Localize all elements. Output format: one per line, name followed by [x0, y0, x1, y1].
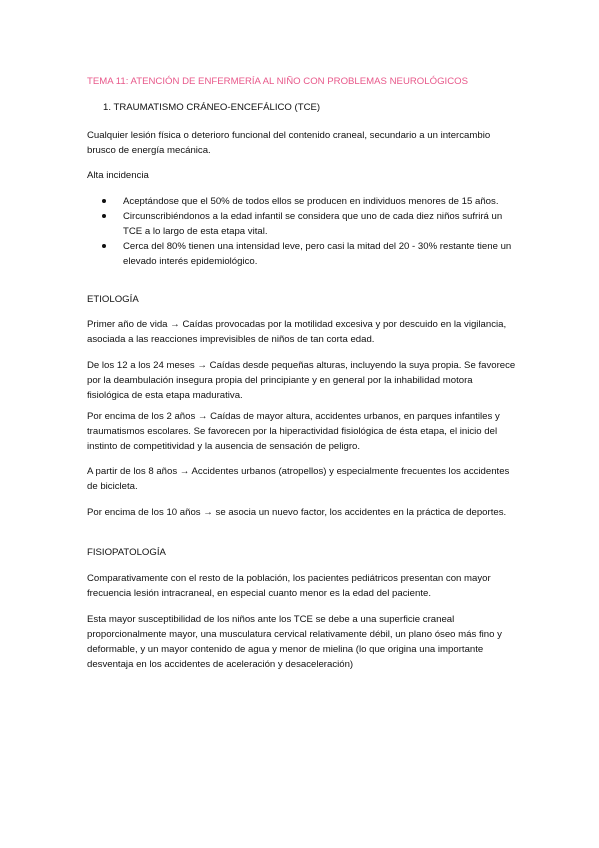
section-heading-etiologia: ETIOLOGÍA — [87, 294, 139, 305]
etiologia-paragraph: Primer año de vida → Caídas provocadas por la motilidad excesiva y por descuido en la vigilancia, asociada a las reacciones imprevisibles de niños de tan corta edad. — [87, 319, 507, 345]
incidence-list — [87, 194, 517, 269]
list-item: Cerca del 80% tienen una intensidad leve, pero casi la mitad del 20 - 30% restante tiene un elevado interés epidemiológico. — [87, 239, 517, 269]
incidence-label: Alta incidencia — [87, 170, 149, 181]
etiologia-paragraph: Por encima de los 10 años → se asocia un nuevo factor, los accidentes en la práctica de deportes. — [87, 507, 507, 518]
fisiopatologia-paragraph: Esta mayor susceptibilidad de los niños ante los TCE se debe a una superficie craneal proporcionalmente mayor, una musculatura cervical relativamente débil, un plano óseo más fino y deformable, y un mayor contenido de agua y menor de mielina (lo que origina una importante desventaja en los accidentes de aceleración y desaceleración) — [87, 614, 502, 670]
etiologia-paragraph: A partir de los 8 años → Accidentes urbanos (atropellos) y especialmente frecuentes los accidentes de bicicleta. — [87, 466, 510, 492]
section-heading-tce: 1. TRAUMATISMO CRÁNEO-ENCEFÁLICO (TCE) — [103, 102, 321, 113]
list-item: Circunscribiéndonos a la edad infantil se considera que uno de cada diez niños sufrirá un TCE a lo largo de esta etapa vital. — [87, 209, 517, 239]
etiologia-paragraph: Por encima de los 2 años → Caídas de mayor altura, accidentes urbanos, en parques infantiles y traumatismos escolares. Se favorecen por la hiperactividad fisiológica de ésta etapa, el inicio del instinto de competitividad y la ausencia de sensación de peligro. — [87, 411, 500, 452]
list-item: Aceptándose que el 50% de todos ellos se producen en individuos menores de 15 años. — [87, 194, 517, 209]
section-heading-fisiopatologia: FISIOPATOLOGÍA — [87, 547, 166, 558]
etiologia-paragraph: De los 12 a los 24 meses → Caídas desde pequeñas alturas, incluyendo la suya propia. Se favorece por la deambulación insegura propia del principiante y en general por la inhabilidad motora fisiológica de esta etapa madurativa. — [87, 360, 516, 401]
fisiopatologia-paragraph: Comparativamente con el resto de la población, los pacientes pediátricos presentan con mayor frecuencia lesión intracraneal, en especial cuanto menor es la edad del paciente. — [87, 573, 491, 599]
tce-definition: Cualquier lesión física o deterioro funcional del contenido craneal, secundario a un intercambio brusco de energía mecánica. — [87, 130, 491, 156]
document-title: TEMA 11: ATENCIÓN DE ENFERMERÍA AL NIÑO CON PROBLEMAS NEUROLÓGICOS — [87, 76, 468, 87]
